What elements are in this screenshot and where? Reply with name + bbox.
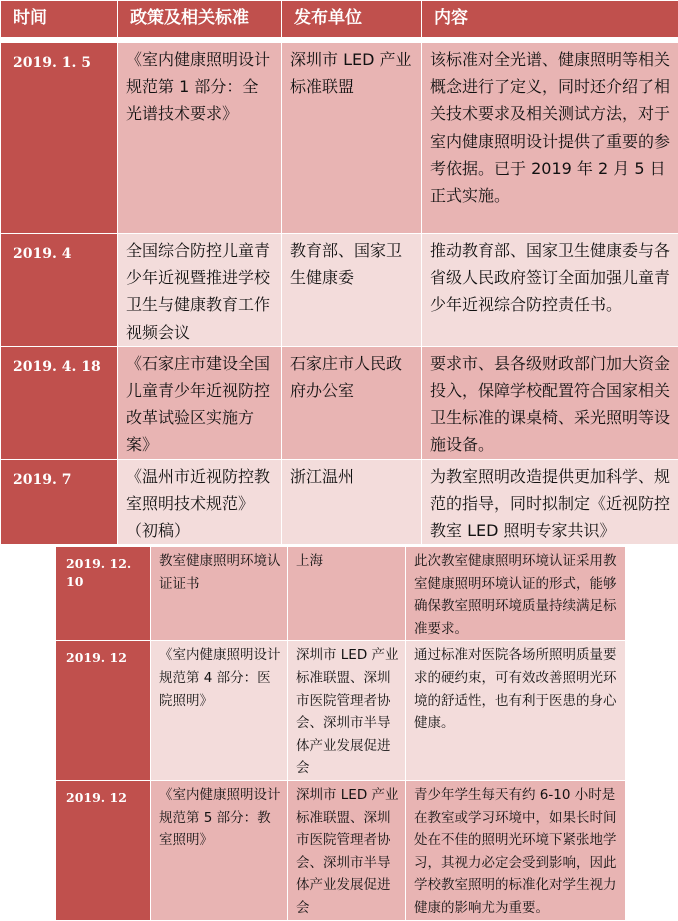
date-cell: 2019. 12: [56, 641, 151, 781]
content-cell: 该标准对全光谱、健康照明等相关概念进行了定义，同时还介绍了相关技术要求及相关测试方法，对于室内健康照明设计提供了重要的参考依据。已于 2019 年 2 月 5 日正式实施。: [422, 43, 678, 234]
header-row: [1, 1, 678, 38]
policy-cell: 《温州市近视防控教室照明技术规范》（初稿）: [118, 459, 282, 545]
date-cell: 2019. 7: [1, 459, 118, 545]
publisher-cell: 浙江温州: [282, 459, 422, 545]
content-cell: 通过标准对医院各场所照明质量要求的硬约束，可有效改善照明光环境的舒适性，也有利于医患的身心健康。: [406, 641, 626, 781]
header-content: 内容: [422, 1, 678, 38]
policy-cell: 教室健康照明环境认证证书: [151, 547, 288, 641]
content-cell: 推动教育部、国家卫生健康委与各省级人民政府签订全面加强儿童青少年近视综合防控责任书。: [422, 234, 678, 347]
header-time: 时间: [1, 1, 118, 38]
header-publisher: 发布单位: [282, 1, 422, 38]
publisher-cell: 上海: [288, 547, 406, 641]
table-row: [56, 641, 626, 781]
table-row: [56, 547, 626, 641]
table-row: [56, 780, 626, 920]
date-cell: 2019. 12: [56, 780, 151, 920]
policy-cell: 《室内健康照明设计规范第 4 部分：医院照明》: [151, 641, 288, 781]
publisher-cell: 深圳市 LED 产业标准联盟、深圳市医院管理者协会、深圳市半导体产业发展促进会: [288, 641, 406, 781]
date-cell: 2019. 12. 10: [56, 547, 151, 641]
publisher-cell: 深圳市 LED 产业标准联盟、深圳市医院管理者协会、深圳市半导体产业发展促进会: [288, 780, 406, 920]
policy-cell: 《室内健康照明设计规范第 1 部分：全光谱技术要求》: [118, 43, 282, 234]
content-cell: 为教室照明改造提供更加科学、规范的指导，同时拟制定《近视防控教室 LED 照明专家共识》: [422, 459, 678, 545]
publisher-cell: 教育部、国家卫生健康委: [282, 234, 422, 347]
policy-cell: 《室内健康照明设计规范第 5 部分：教室照明》: [151, 780, 288, 920]
table-row: [1, 43, 678, 234]
content-cell: 青少年学生每天有约 6-10 小时是在教室或学习环境中，如果长时间处在不佳的照明光环境下紧张地学习，其视力必定会受到影响，因此学校教室照明的标准化对学生视力健康的影响尤为重要。: [406, 780, 626, 920]
policy-cell: 全国综合防控儿童青少年近视暨推进学校卫生与健康教育工作视频会议: [118, 234, 282, 347]
table-row: [1, 459, 678, 545]
header-policy: 政策及相关标准: [118, 1, 282, 38]
date-cell: 2019. 4. 18: [1, 346, 118, 459]
content-cell: 此次教室健康照明环境认证采用教室健康照明环境认证的形式，能够确保教室照明环境质量持续满足标准要求。: [406, 547, 626, 641]
table-row: [1, 234, 678, 347]
policy-cell: 《石家庄市建设全国儿童青少年近视防控改革试验区实施方案》: [118, 346, 282, 459]
publisher-cell: 石家庄市人民政府办公室: [282, 346, 422, 459]
table-row: [1, 346, 678, 459]
date-cell: 2019. 4: [1, 234, 118, 347]
policy-table-bottom: [55, 546, 626, 921]
date-cell: 2019. 1. 5: [1, 43, 118, 234]
publisher-cell: 深圳市 LED 产业标准联盟: [282, 43, 422, 234]
content-cell: 要求市、县各级财政部门加大资金投入，保障学校配置符合国家相关卫生标准的课桌椅、采光照明等设施设备。: [422, 346, 678, 459]
